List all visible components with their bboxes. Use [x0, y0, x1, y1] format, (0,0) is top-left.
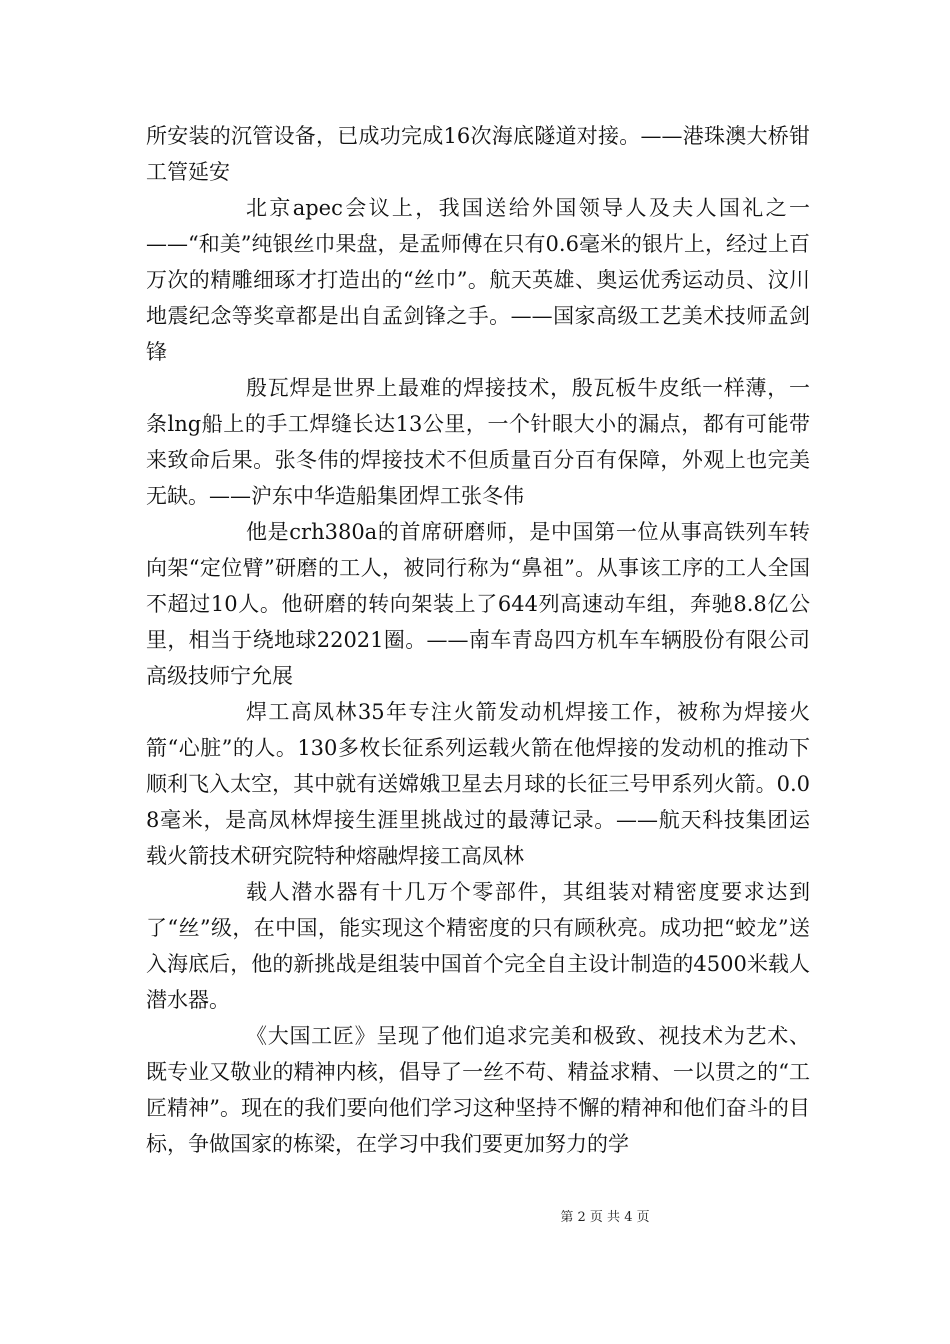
paragraph-continuation: 所安装的沉管设备，已成功完成16次海底隧道对接。——港珠澳大桥钳工管延安: [146, 124, 810, 184]
paragraph-conclusion: 《大国工匠》呈现了他们追求完美和极致、视技术为艺术、既专业又敬业的精神内核，倡导了一丝不苟、精益求精、一以贯之的“工匠精神”。现在的我们要向他们学习这种坚持不懈的精神和他们奋斗的目标，争做国家的栋梁，在学习中我们要更加努力的学: [146, 1024, 810, 1156]
paragraph-zhang-dongwei: 殷瓦焊是世界上最难的焊接技术，殷瓦板牛皮纸一样薄，一条lng船上的手工焊缝长达13公里，一个针眼大小的漏点，都有可能带来致命后果。张冬伟的焊接技术不但质量百分百有保障，外观上也完美无缺。——沪东中华造船集团焊工张冬伟: [146, 376, 810, 508]
paragraph-meng-jianfeng: 北京apec会议上，我国送给外国领导人及夫人国礼之一——“和美”纯银丝巾果盘，是孟师傅在只有0.6毫米的银片上，经过上百万次的精雕细琢才打造出的“丝巾”。航天英雄、奥运优秀运动员、汶川地震纪念等奖章都是出自孟剑锋之手。——国家高级工艺美术技师孟剑锋: [146, 196, 810, 364]
paragraph-gao-fenglin: 焊工高凤林35年专注火箭发动机焊接工作，被称为焊接火箭“心脏”的人。130多枚长征系列运载火箭在他焊接的发动机的推动下顺利飞入太空，其中就有送嫦娥卫星去月球的长征三号甲系列火箭。0.08毫米，是高凤林焊接生涯里挑战过的最薄记录。——航天科技集团运载火箭技术研究院特种熔融焊接工高凤林: [146, 700, 810, 868]
page-number-footer: 第 2 页 共 4 页: [560, 1210, 650, 1225]
paragraph-ning-yunzhan: 他是crh380a的首席研磨师，是中国第一位从事高铁列车转向架“定位臂”研磨的工人，被同行称为“鼻祖”。从事该工序的工人全国不超过10人。他研磨的转向架装上了644列高速动车组，奔驰8.8亿公里，相当于绕地球22021圈。——南车青岛四方机车车辆股份有限公司高级技师宁允展: [146, 520, 810, 688]
paragraph-gu-qiuliang: 载人潜水器有十几万个零部件，其组装对精密度要求达到了“丝”级，在中国，能实现这个精密度的只有顾秋亮。成功把“蛟龙”送入海底后，他的新挑战是组装中国首个完全自主设计制造的4500米载人潜水器。: [146, 880, 810, 1012]
document-body: [146, 118, 810, 1162]
